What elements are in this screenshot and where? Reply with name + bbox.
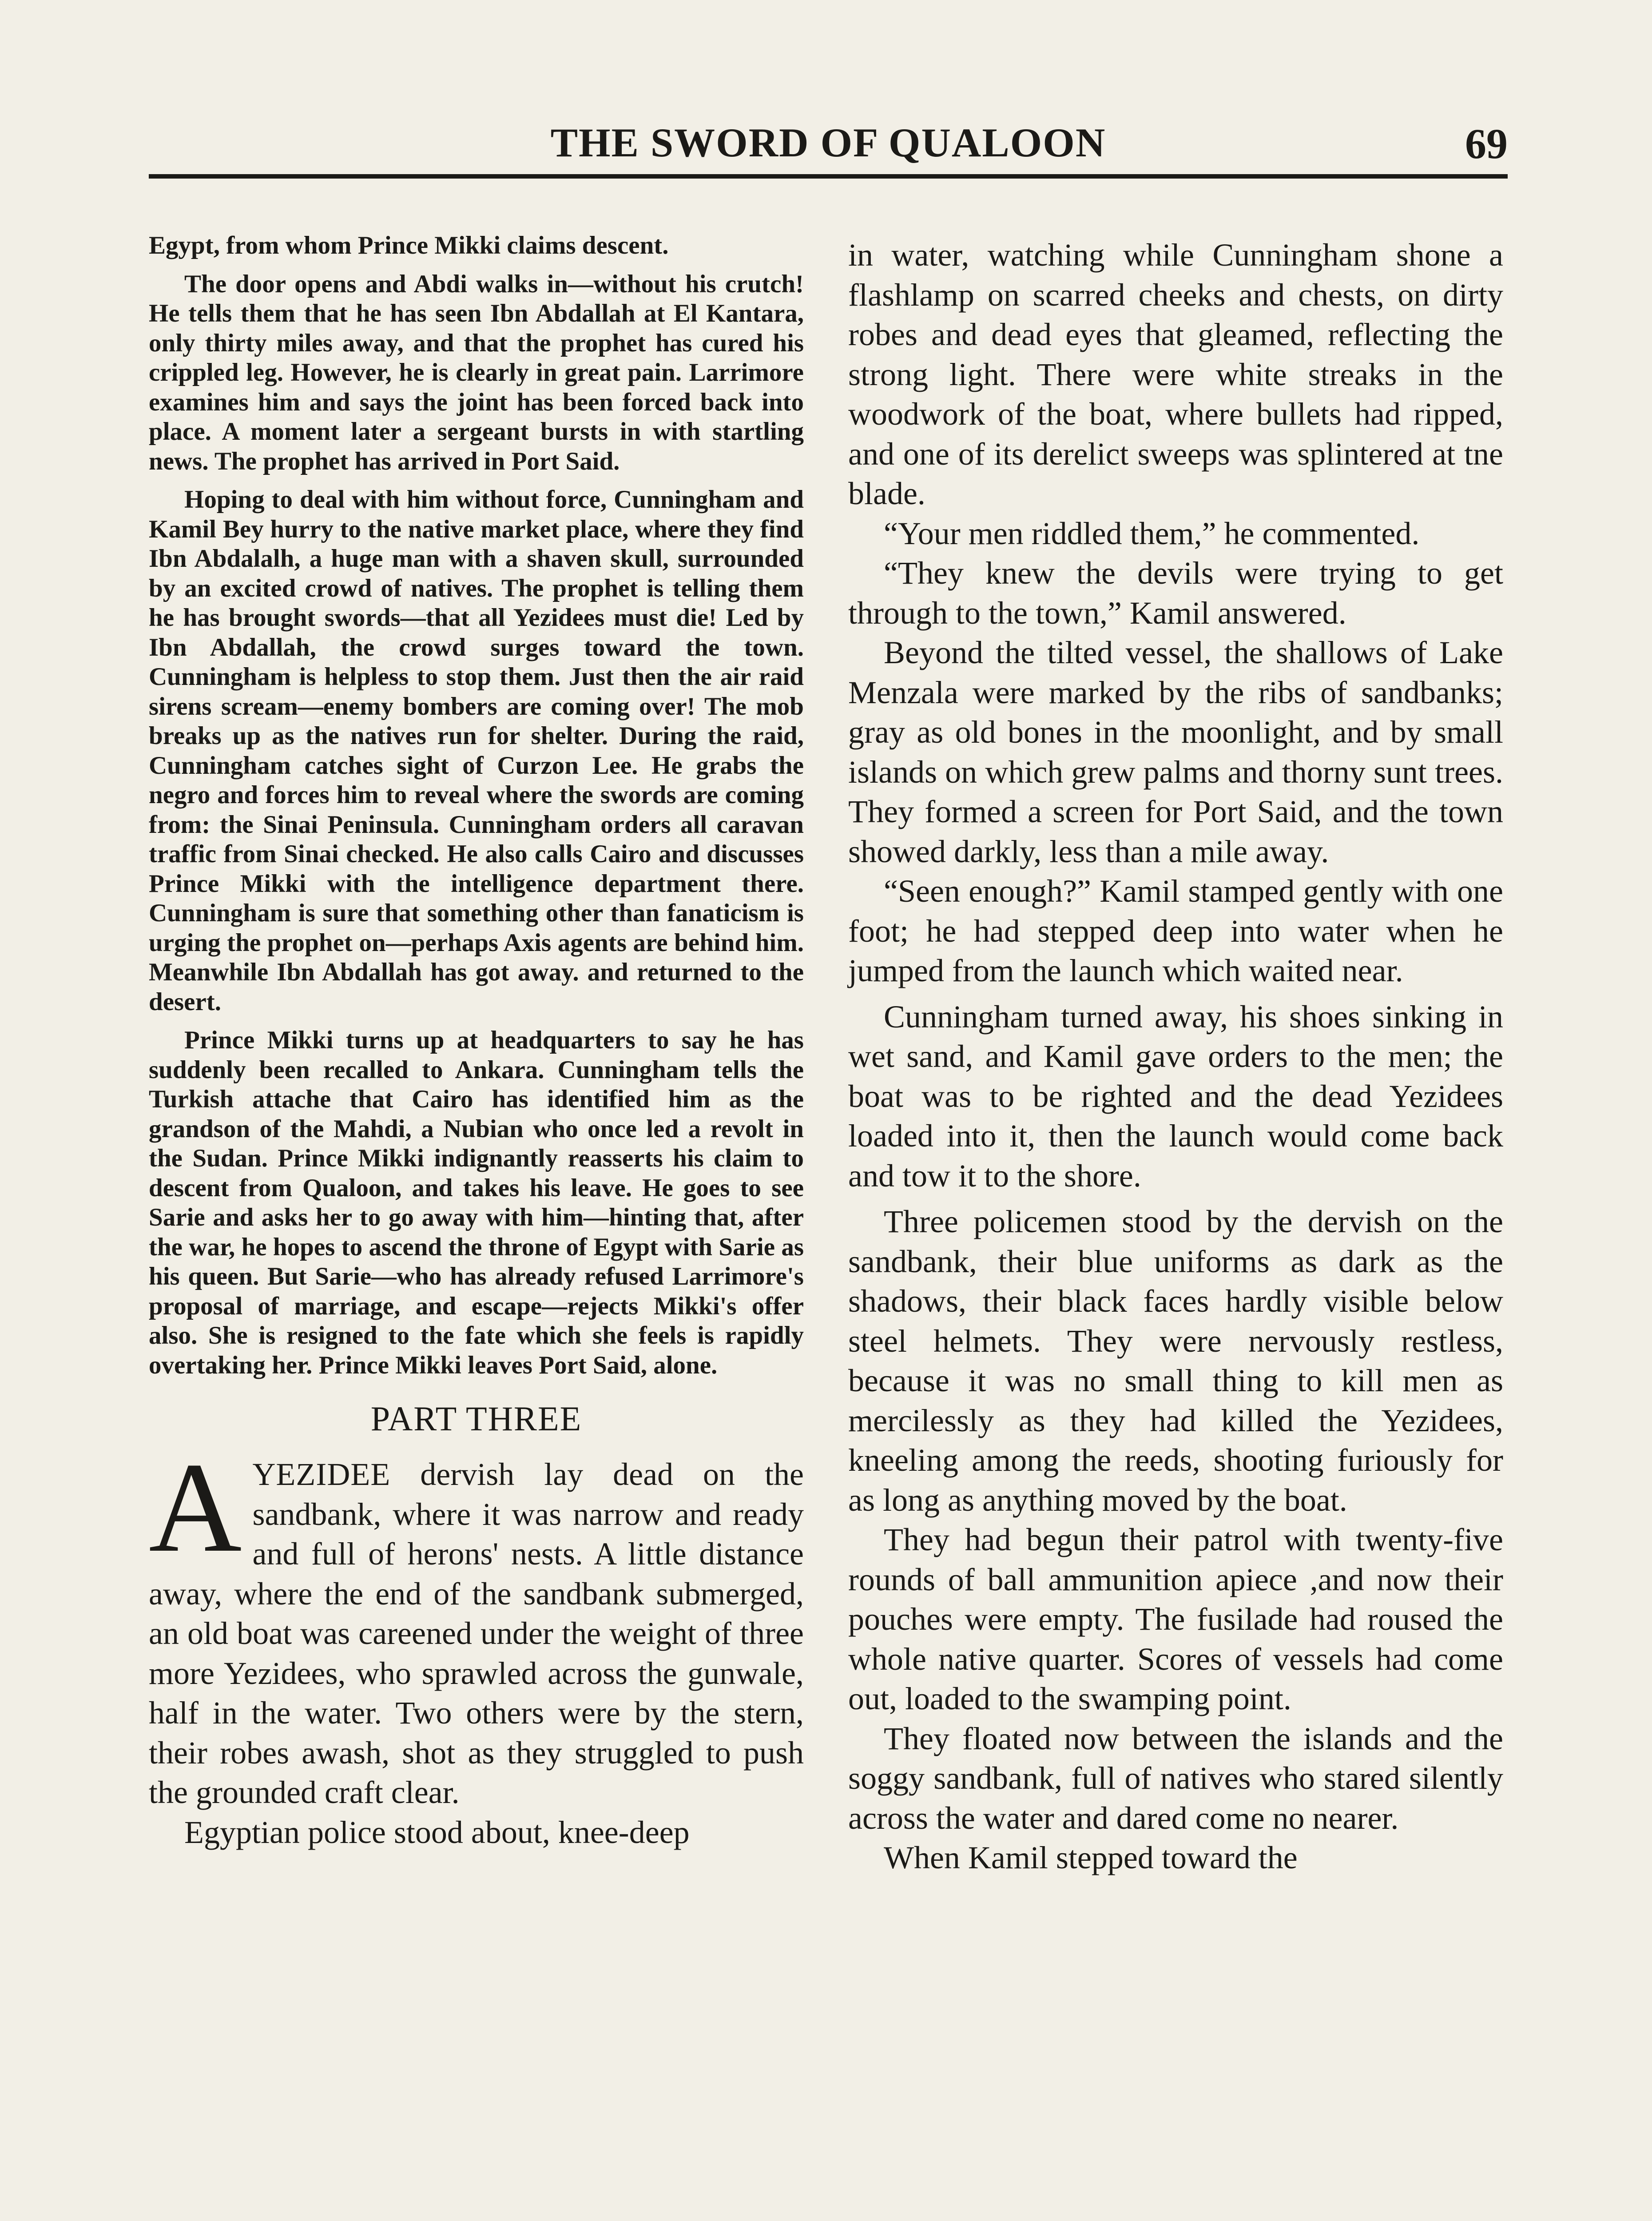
story-paragraph: Beyond the tilted vessel, the shallows of Lake Menzala were marked by the ribs of sandbanks; gray as old bones in the moonlight, and by small islands on which grew palms and thorny sunt trees. They formed a screen for Port Said, and the town showed darkly, less than a mile away. [848,635,1503,869]
story-paragraph: When Kamil stepped toward the [884,1840,1298,1875]
story-left [149,1436,804,1852]
right-column [848,235,1503,1878]
synopsis-paragraph: The door opens and Abdi walks in—without his crutch! He tells them that he has seen Ibn Abdallah at El Kantara, only thirty miles away, and that the prophet has cured his crippled leg. However, he is clearly in great pain. Larrimore examines him and says the joint has been forced back into place. A moment later a sergeant bursts in with startling news. The prophet has arrived in Port Said. [149,270,804,475]
synopsis-paragraph: Prince Mikki turns up at headquarters to say he has suddenly been recalled to Ankara. Cunningham tells the Turkish attache that Cairo has identified him as the grandson of the Mahdi, a Nubian who once led a revolt in the Sudan. Prince Mikki indignantly reasserts his claim to descent from Qualoon, and takes his leave. He goes to see Sarie and asks her to go away with him—hinting that, after the war, he hopes to ascend the throne of Egypt with Sarie as his queen. But Sarie—who has already refused Larrimore's proposal of marriage, and escape—rejects Mikki's offer also. She is resigned to the fate which she feels is rapidly overtaking her. Prince Mikki leaves Port Said, alone. [149,1026,804,1379]
story-paragraph: Three policemen stood by the dervish on the sandbank, their blue uniforms as dark as the shadows, their black faces hardly visible below steel helmets. They were nervously restless, because it was no small thing to kill men as mercilessly as they had killed the Yezidees, kneeling among the reeds, shooting furiously for as long as anything moved by the boat. [848,1204,1503,1518]
story-right [848,235,1503,1878]
story-paragraph: in water, watching while Cunningham shone a flashlamp on scarred cheeks and chests, on dirty robes and dead eyes that gleamed, reflecting the strong light. There were white streaks in the woodwork of the boat, where bullets had ripped, and one of its derelict sweeps was splintered at tne blade. [848,237,1503,511]
story-paragraph: They floated now between the islands and the soggy sandbank, full of natives who stared silently across the water and dared come no nearer. [848,1720,1503,1836]
synopsis-paragraph: Egypt, from whom Prince Mikki claims descent. [149,231,669,259]
story-paragraph: Cunningham turned away, his shoes sinking in wet sand, and Kamil gave orders to the men; the boat was to be righted and the dead Yezidees loaded into it, then the launch would come back and tow it to the shore. [848,999,1503,1194]
story-paragraph: They had begun their patrol with twenty-five rounds of ball ammunition apiece ,and now their pouches were empty. The fusilade had roused the whole native quarter. Scores of vessels had come out, loaded to the swamping point. [848,1522,1503,1716]
story-paragraph: “They knew the devils were trying to get through to the town,” Kamil answered. [848,555,1503,631]
page-number: 69 [1465,120,1508,167]
synopsis-paragraph: Hoping to deal with him without force, Cunningham and Kamil Bey hurry to the native market place, where they find Ibn Abdalalh, a huge man with a shaven skull, surrounded by an excited crowd of natives. The prophet is telling them he has brought swords—that all Yezidees must die! Led by Ibn Abdallah, the crowd surges toward the town. Cunningham is helpless to stop them. Just then the air raid sirens scream—enemy bombers are coming over! The mob breaks up as the natives run for shelter. During the raid, Cunningham catches sight of Curzon Lee. He grabs the negro and forces him to reveal where the swords are coming from: the Sinai Peninsula. Cunningham orders all caravan traffic from Sinai checked. He also calls Cairo and discusses Prince Mikki with the intelligence department there. Cunningham is sure that something other than fanaticism is urging the prophet on—perhaps Axis agents are behind him. Meanwhile Ibn Abdallah has got away. and returned to the desert. [149,486,804,1016]
synopsis [149,231,804,1380]
running-title: THE SWORD OF QUALOON [550,120,1106,165]
left-column [149,231,804,1852]
part-heading: PART THREE [370,1399,582,1438]
story-paragraph: “Your men riddled them,” he commented. [884,515,1420,551]
page-header [149,119,1508,172]
opening-paragraph [149,1436,804,1813]
header-rule [149,174,1508,179]
story-paragraph: Egyptian police stood about, knee-deep [184,1814,690,1850]
drop-cap: A [149,1436,242,1579]
story-paragraph: “Seen enough?” Kamil stamped gently with one foot; he had stepped deep into water when he jumped from the launch which waited near. [848,873,1503,988]
opening-words: YEZIDEE [252,1457,391,1492]
opening-text: dervish lay dead on the sandbank, where it was narrow and ready and full of herons' nests. A little distance away, where the end of the sandbank submerged, an old boat was careened under the weight of three more Yezidees, who sprawled across the gunwale, half in the water. Two others were by the stern, their robes awash, shot as they struggled to push the grounded craft clear. [149,1457,804,1810]
